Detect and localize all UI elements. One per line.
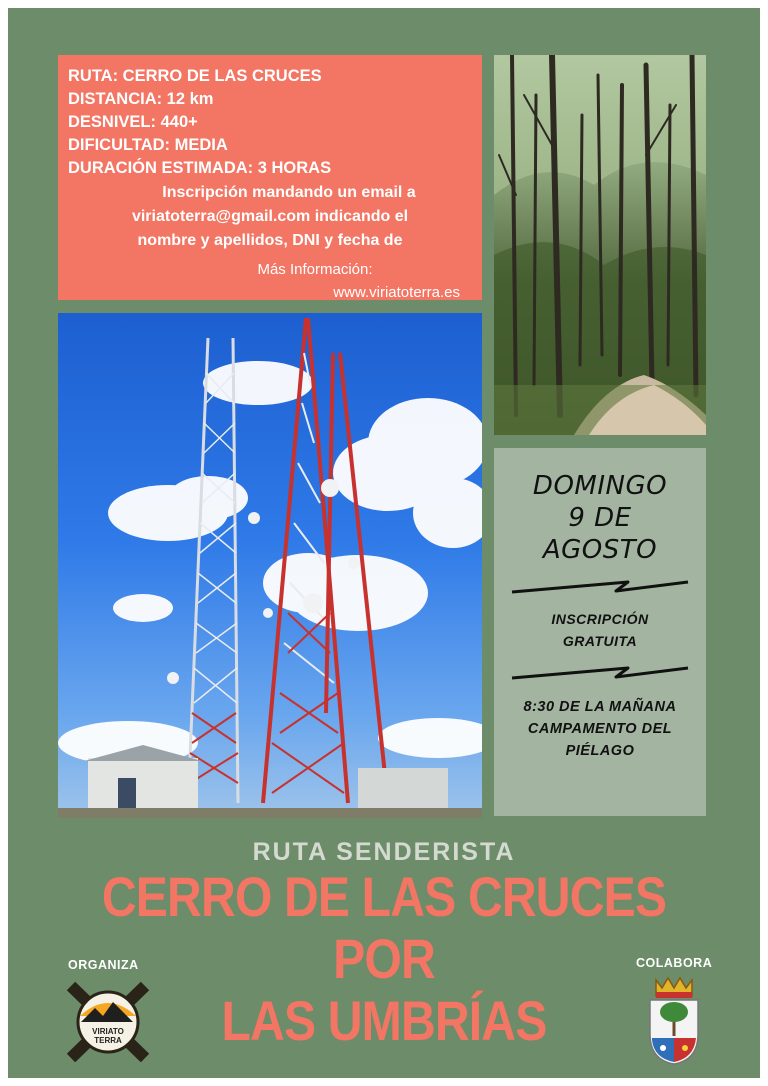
registration-line-1: Inscripción mandando un email a bbox=[162, 184, 416, 201]
date-line-month: AGOSTO bbox=[542, 535, 658, 565]
coat-of-arms-icon bbox=[646, 974, 702, 1066]
logo-text-line-1: VIRIATO bbox=[92, 1027, 124, 1036]
route-distance: DISTANCIA: 12 km bbox=[68, 90, 214, 108]
organiza-label: ORGANIZA bbox=[68, 958, 139, 972]
route-info-box bbox=[58, 55, 482, 300]
date-line-day: DOMINGO bbox=[532, 471, 668, 501]
logo-text-line-2: TERRA bbox=[94, 1036, 122, 1045]
title-line-1: CERRO DE LAS CRUCES POR bbox=[101, 865, 667, 990]
free-registration bbox=[494, 608, 706, 652]
zigzag-divider-icon bbox=[508, 664, 692, 682]
forest-illustration bbox=[494, 55, 706, 435]
date-line-number: 9 DE bbox=[568, 503, 632, 533]
event-details-panel bbox=[494, 448, 706, 816]
meeting-place-line-1: CAMPAMENTO DEL bbox=[527, 721, 673, 737]
forest-photo bbox=[494, 55, 706, 435]
poster-title bbox=[86, 866, 681, 1052]
poster bbox=[8, 8, 760, 1078]
zigzag-divider-icon bbox=[508, 578, 692, 596]
registration-line-gratuita: GRATUITA bbox=[562, 633, 638, 649]
registration-line-inscripcion: INSCRIPCIÓN bbox=[551, 611, 649, 627]
meeting-place-line-2: PIÉLAGO bbox=[565, 743, 635, 759]
meeting-time: 8:30 DE LA MAÑANA bbox=[523, 699, 677, 715]
registration-line-3: nombre y apellidos, DNI y fecha de bbox=[137, 232, 403, 249]
route-elevation: DESNIVEL: 440+ bbox=[68, 113, 198, 131]
meeting-time-place bbox=[494, 696, 706, 762]
mountain-badge-icon bbox=[63, 980, 153, 1062]
towers-illustration bbox=[58, 313, 482, 818]
title-line-2: LAS UMBRÍAS bbox=[221, 989, 547, 1052]
more-info-label: Más Información: bbox=[257, 261, 373, 278]
colabora-label: COLABORA bbox=[636, 956, 713, 970]
event-date bbox=[494, 470, 706, 566]
route-duration: DURACIÓN ESTIMADA: 3 HORAS bbox=[68, 159, 332, 177]
registration-line-2: viriatoterra@gmail.com indicando el bbox=[131, 208, 409, 225]
poster-subtitle: RUTA SENDERISTA bbox=[252, 838, 516, 866]
website-link[interactable]: www.viriatoterra.es bbox=[333, 284, 460, 301]
route-difficulty: DIFICULTAD: MEDIA bbox=[68, 136, 228, 154]
route-name: RUTA: CERRO DE LAS CRUCES bbox=[68, 67, 322, 85]
antenna-towers-photo bbox=[58, 313, 482, 818]
